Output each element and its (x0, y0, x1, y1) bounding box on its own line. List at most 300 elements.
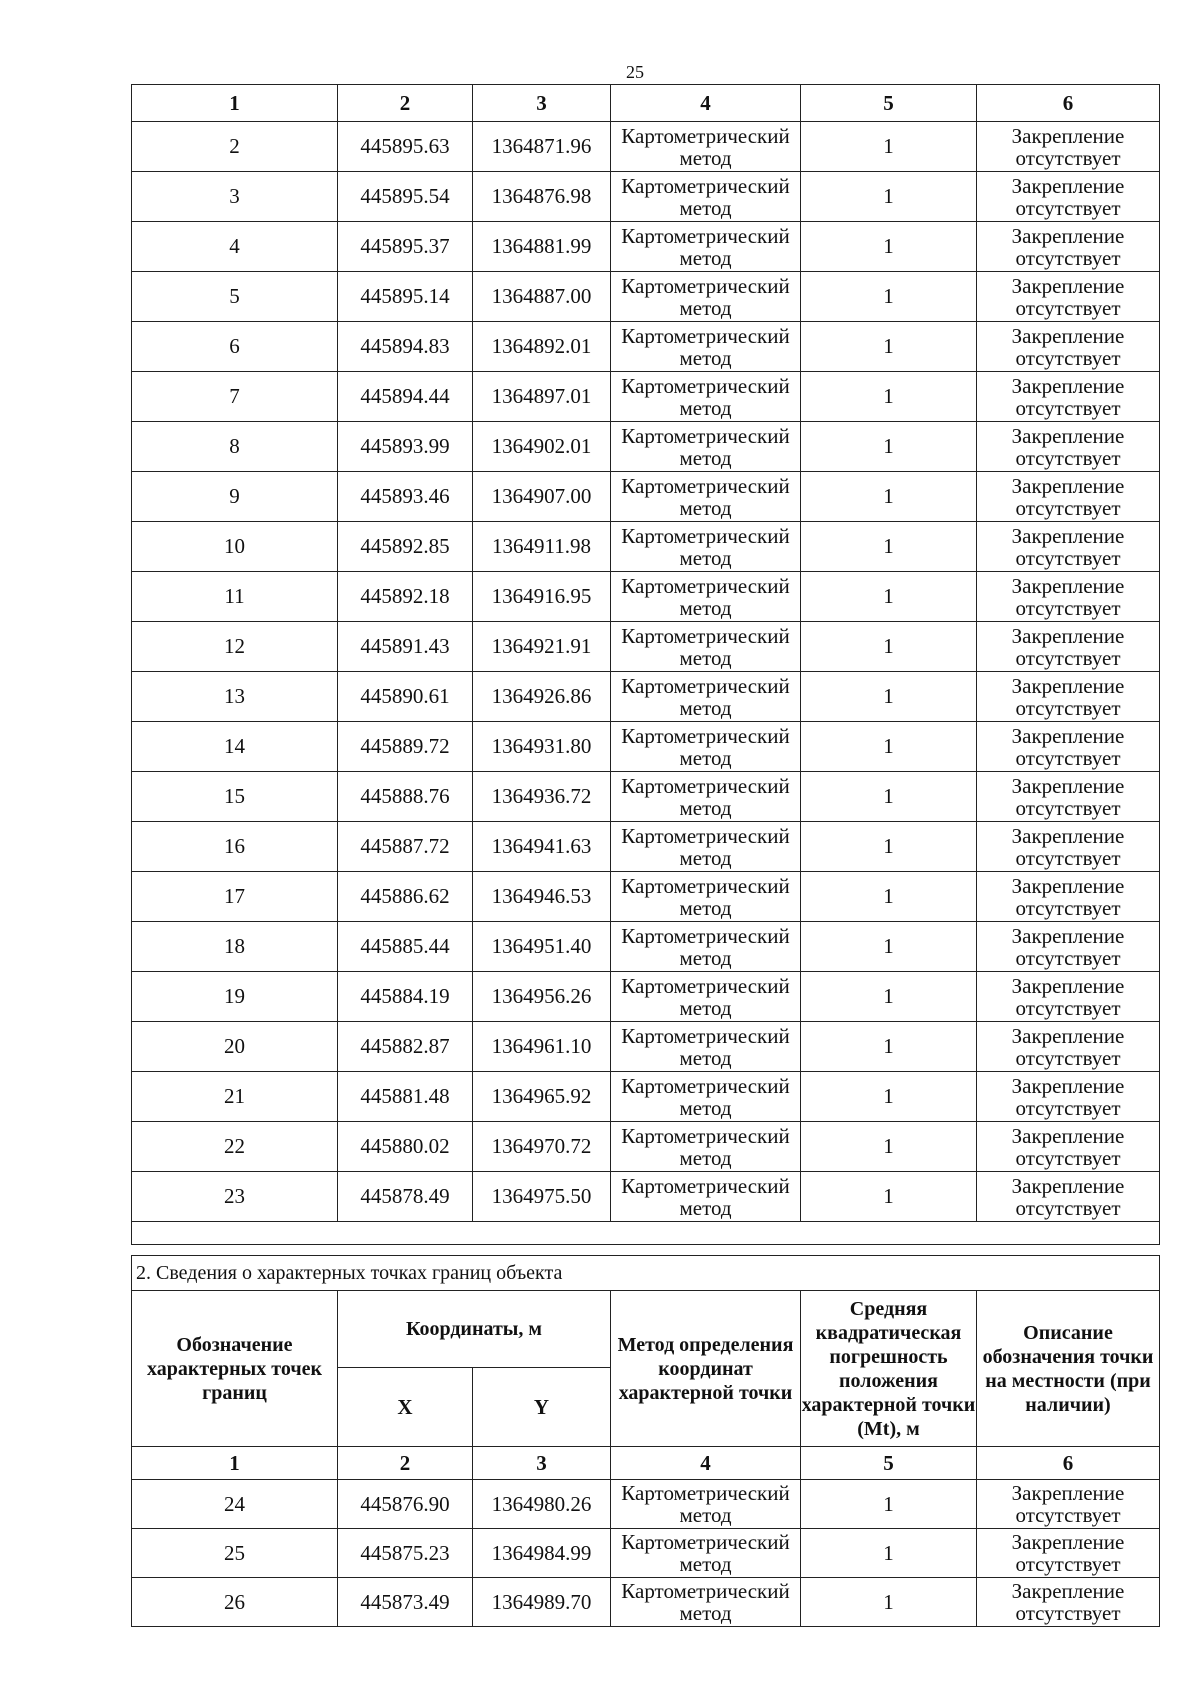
coordinate-y: 1364970.72 (473, 1122, 611, 1172)
error-value: 1 (801, 622, 977, 672)
error-value: 1 (801, 272, 977, 322)
coordinate-x: 445876.90 (338, 1480, 473, 1529)
coordinates-table-continued (131, 84, 1160, 1245)
method-cell-line2: метод (679, 795, 732, 820)
coordinate-x: 445890.61 (338, 672, 473, 722)
column-number: 2 (338, 1447, 473, 1480)
fixation-cell-line1: Закрепление (1011, 123, 1125, 148)
method-cell (611, 122, 801, 172)
column-number-row (132, 85, 1160, 122)
method-cell-line1: Картометрический (621, 1579, 790, 1603)
method-cell (611, 422, 801, 472)
fixation-cell-line1: Закрепление (1011, 1123, 1125, 1148)
point-number: 7 (132, 372, 338, 422)
method-cell (611, 922, 801, 972)
error-value: 1 (801, 222, 977, 272)
fixation-cell-line2: отсутствует (1015, 1195, 1121, 1220)
fixation-cell-line2: отсутствует (1015, 745, 1121, 770)
method-cell-line2: метод (679, 295, 732, 320)
fixation-cell (977, 772, 1160, 822)
table-row (132, 1480, 1160, 1529)
fixation-cell-line2: отсутствует (1015, 195, 1121, 220)
method-cell-line1: Картометрический (621, 873, 790, 898)
coordinate-x: 445894.44 (338, 372, 473, 422)
error-value: 1 (801, 872, 977, 922)
method-cell-line2: метод (679, 1601, 732, 1625)
column-number: 1 (132, 1447, 338, 1480)
error-value: 1 (801, 1172, 977, 1222)
point-number: 23 (132, 1172, 338, 1222)
error-value: 1 (801, 572, 977, 622)
coordinate-y: 1364961.10 (473, 1022, 611, 1072)
point-number: 13 (132, 672, 338, 722)
coordinate-y: 1364876.98 (473, 172, 611, 222)
table-row (132, 872, 1160, 922)
fixation-cell-line1: Закрепление (1011, 1073, 1125, 1098)
method-cell-line2: метод (679, 745, 732, 770)
fixation-cell-line1: Закрепление (1011, 1481, 1125, 1505)
fixation-cell (977, 422, 1160, 472)
fixation-cell-line2: отсутствует (1015, 995, 1121, 1020)
method-cell-line1: Картометрический (621, 473, 790, 498)
table-row (132, 172, 1160, 222)
fixation-cell (977, 922, 1160, 972)
error-value: 1 (801, 422, 977, 472)
error-value: 1 (801, 1480, 977, 1529)
coordinate-x: 445873.49 (338, 1578, 473, 1627)
point-number: 8 (132, 422, 338, 472)
error-value: 1 (801, 672, 977, 722)
method-cell (611, 722, 801, 772)
table-row (132, 572, 1160, 622)
method-cell (611, 372, 801, 422)
fixation-cell-line1: Закрепление (1011, 973, 1125, 998)
error-value: 1 (801, 1578, 977, 1627)
coordinate-x: 445895.37 (338, 222, 473, 272)
fixation-cell-line1: Закрепление (1011, 573, 1125, 598)
coordinate-y: 1364921.91 (473, 622, 611, 672)
table-row (132, 522, 1160, 572)
method-cell (611, 972, 801, 1022)
table-header-row (132, 1291, 1160, 1368)
table-row (132, 622, 1160, 672)
fixation-cell-line2: отсутствует (1015, 445, 1121, 470)
point-number: 14 (132, 722, 338, 772)
coordinate-y: 1364936.72 (473, 772, 611, 822)
coordinate-x: 445882.87 (338, 1022, 473, 1072)
method-cell-line1: Картометрический (621, 973, 790, 998)
fixation-cell-line1: Закрепление (1011, 773, 1125, 798)
coordinate-x: 445875.23 (338, 1529, 473, 1578)
table-row (132, 972, 1160, 1022)
table-row (132, 1172, 1160, 1222)
column-number: 2 (338, 85, 473, 122)
coordinate-x: 445885.44 (338, 922, 473, 972)
fixation-cell (977, 172, 1160, 222)
method-cell-line2: метод (679, 695, 732, 720)
method-cell (611, 472, 801, 522)
method-cell-line1: Картометрический (621, 723, 790, 748)
coordinate-x: 445888.76 (338, 772, 473, 822)
characteristic-points-table (131, 1255, 1160, 1627)
fixation-cell-line1: Закрепление (1011, 373, 1125, 398)
method-cell-line2: метод (679, 845, 732, 870)
method-cell (611, 622, 801, 672)
coordinate-x: 445895.54 (338, 172, 473, 222)
method-cell-line2: метод (679, 345, 732, 370)
fixation-cell-line2: отсутствует (1015, 645, 1121, 670)
fixation-cell-line2: отсутствует (1015, 1552, 1121, 1576)
fixation-cell-line2: отсутствует (1015, 1045, 1121, 1070)
method-cell (611, 172, 801, 222)
coordinate-x: 445878.49 (338, 1172, 473, 1222)
method-cell (611, 822, 801, 872)
method-cell (611, 572, 801, 622)
fixation-cell-line2: отсутствует (1015, 1503, 1121, 1527)
section-title-row (132, 1256, 1160, 1291)
point-number: 5 (132, 272, 338, 322)
error-value: 1 (801, 322, 977, 372)
error-value: 1 (801, 472, 977, 522)
method-cell-line2: метод (679, 545, 732, 570)
method-cell-line1: Картометрический (621, 1173, 790, 1198)
coordinate-y: 1364965.92 (473, 1072, 611, 1122)
table-row (132, 272, 1160, 322)
coordinate-y: 1364956.26 (473, 972, 611, 1022)
error-value: 1 (801, 172, 977, 222)
error-value: 1 (801, 1529, 977, 1578)
section-title: 2. Сведения о характерных точках границ объекта (132, 1256, 1160, 1291)
point-number: 16 (132, 822, 338, 872)
column-number-row (132, 1447, 1160, 1480)
method-cell-line2: метод (679, 445, 732, 470)
fixation-cell (977, 1022, 1160, 1072)
method-cell-line1: Картометрический (621, 673, 790, 698)
fixation-cell (977, 1122, 1160, 1172)
table-row (132, 122, 1160, 172)
coordinate-y: 1364871.96 (473, 122, 611, 172)
fixation-cell-line1: Закрепление (1011, 173, 1125, 198)
empty-cell (132, 1222, 1160, 1245)
method-cell-line1: Картометрический (621, 523, 790, 548)
fixation-cell (977, 622, 1160, 672)
method-cell (611, 1022, 801, 1072)
error-value: 1 (801, 1022, 977, 1072)
fixation-cell-line1: Закрепление (1011, 523, 1125, 548)
table-row (132, 1578, 1160, 1627)
point-number: 3 (132, 172, 338, 222)
method-cell-line1: Картометрический (621, 373, 790, 398)
method-cell-line2: метод (679, 945, 732, 970)
coordinate-y: 1364941.63 (473, 822, 611, 872)
table-row (132, 822, 1160, 872)
point-number: 10 (132, 522, 338, 572)
page-number: 25 (626, 62, 644, 82)
header-y: Y (473, 1368, 611, 1447)
error-value: 1 (801, 972, 977, 1022)
method-cell (611, 772, 801, 822)
fixation-cell-line2: отсутствует (1015, 695, 1121, 720)
error-value: 1 (801, 372, 977, 422)
table-row (132, 722, 1160, 772)
coordinate-y: 1364897.01 (473, 372, 611, 422)
coordinate-y: 1364951.40 (473, 922, 611, 972)
coordinate-y: 1364902.01 (473, 422, 611, 472)
coordinate-x: 445895.14 (338, 272, 473, 322)
fixation-cell-line2: отсутствует (1015, 345, 1121, 370)
point-number: 24 (132, 1480, 338, 1529)
point-number: 17 (132, 872, 338, 922)
method-cell-line1: Картометрический (621, 1481, 790, 1505)
fixation-cell (977, 122, 1160, 172)
coordinate-x: 445884.19 (338, 972, 473, 1022)
method-cell (611, 672, 801, 722)
method-cell-line1: Картометрический (621, 823, 790, 848)
table-row (132, 422, 1160, 472)
method-cell (611, 272, 801, 322)
point-number: 20 (132, 1022, 338, 1072)
method-cell-line2: метод (679, 1045, 732, 1070)
fixation-cell-line1: Закрепление (1011, 473, 1125, 498)
method-cell-line1: Картометрический (621, 323, 790, 348)
coordinate-x: 445893.99 (338, 422, 473, 472)
table-row (132, 1022, 1160, 1072)
coordinate-y: 1364892.01 (473, 322, 611, 372)
coordinate-x: 445887.72 (338, 822, 473, 872)
point-number: 4 (132, 222, 338, 272)
method-cell-line2: метод (679, 1503, 732, 1527)
fixation-cell (977, 872, 1160, 922)
method-cell (611, 322, 801, 372)
point-number: 11 (132, 572, 338, 622)
error-value: 1 (801, 722, 977, 772)
coordinate-x: 445893.46 (338, 472, 473, 522)
coordinate-x: 445892.18 (338, 572, 473, 622)
point-number: 19 (132, 972, 338, 1022)
method-cell-line1: Картометрический (621, 773, 790, 798)
column-number: 1 (132, 85, 338, 122)
fixation-cell (977, 1529, 1160, 1578)
method-cell-line1: Картометрический (621, 1123, 790, 1148)
fixation-cell-line1: Закрепление (1011, 623, 1125, 648)
fixation-cell (977, 272, 1160, 322)
fixation-cell (977, 722, 1160, 772)
fixation-cell-line1: Закрепление (1011, 1530, 1125, 1554)
method-cell-line2: метод (679, 195, 732, 220)
fixation-cell (977, 972, 1160, 1022)
coordinate-x: 445892.85 (338, 522, 473, 572)
fixation-cell-line1: Закрепление (1011, 723, 1125, 748)
header-x: X (338, 1368, 473, 1447)
method-cell-line1: Картометрический (621, 623, 790, 648)
error-value: 1 (801, 1072, 977, 1122)
method-cell-line2: метод (679, 995, 732, 1020)
fixation-cell-line2: отсутствует (1015, 395, 1121, 420)
fixation-cell (977, 572, 1160, 622)
coordinate-x: 445880.02 (338, 1122, 473, 1172)
method-cell (611, 1072, 801, 1122)
point-number: 12 (132, 622, 338, 672)
column-number: 6 (977, 85, 1160, 122)
method-cell-line2: метод (679, 1195, 732, 1220)
fixation-cell-line2: отсутствует (1015, 1145, 1121, 1170)
fixation-cell-line2: отсутствует (1015, 245, 1121, 270)
point-number: 2 (132, 122, 338, 172)
method-cell (611, 522, 801, 572)
fixation-cell (977, 522, 1160, 572)
fixation-cell-line1: Закрепление (1011, 1579, 1125, 1603)
point-number: 25 (132, 1529, 338, 1578)
table-row (132, 1072, 1160, 1122)
fixation-cell (977, 1172, 1160, 1222)
error-value: 1 (801, 822, 977, 872)
point-number: 18 (132, 922, 338, 972)
method-cell-line2: метод (679, 895, 732, 920)
fixation-cell (977, 472, 1160, 522)
table-row (132, 772, 1160, 822)
fixation-cell-line2: отсутствует (1015, 545, 1121, 570)
method-cell-line2: метод (679, 1145, 732, 1170)
column-number: 5 (801, 85, 977, 122)
method-cell-line2: метод (679, 1095, 732, 1120)
fixation-cell-line1: Закрепление (1011, 323, 1125, 348)
error-value: 1 (801, 772, 977, 822)
fixation-cell-line2: отсутствует (1015, 595, 1121, 620)
method-cell-line1: Картометрический (621, 1073, 790, 1098)
header-error: Средняя квадратическая погрешность положения характерной точки (Mt), м (801, 1291, 977, 1447)
coordinate-y: 1364887.00 (473, 272, 611, 322)
method-cell (611, 1172, 801, 1222)
fixation-cell-line2: отсутствует (1015, 1601, 1121, 1625)
error-value: 1 (801, 922, 977, 972)
coordinate-y: 1364907.00 (473, 472, 611, 522)
method-cell-line2: метод (679, 245, 732, 270)
coordinate-x: 445894.83 (338, 322, 473, 372)
coordinate-y: 1364984.99 (473, 1529, 611, 1578)
method-cell-line1: Картометрический (621, 1530, 790, 1554)
coordinate-y: 1364980.26 (473, 1480, 611, 1529)
coordinate-y: 1364916.95 (473, 572, 611, 622)
coordinate-y: 1364926.86 (473, 672, 611, 722)
fixation-cell-line2: отсутствует (1015, 845, 1121, 870)
point-number: 9 (132, 472, 338, 522)
method-cell-line2: метод (679, 145, 732, 170)
method-cell-line1: Картометрический (621, 273, 790, 298)
method-cell-line2: метод (679, 645, 732, 670)
fixation-cell-line1: Закрепление (1011, 1023, 1125, 1048)
fixation-cell-line2: отсутствует (1015, 895, 1121, 920)
fixation-cell-line2: отсутствует (1015, 1095, 1121, 1120)
fixation-cell (977, 1072, 1160, 1122)
method-cell-line2: метод (679, 495, 732, 520)
method-cell-line1: Картометрический (621, 173, 790, 198)
header-coordinates: Координаты, м (338, 1291, 611, 1368)
method-cell-line1: Картометрический (621, 423, 790, 448)
table-row (132, 222, 1160, 272)
method-cell-line2: метод (679, 595, 732, 620)
table-row (132, 322, 1160, 372)
point-number: 22 (132, 1122, 338, 1172)
fixation-cell-line1: Закрепление (1011, 423, 1125, 448)
column-number: 4 (611, 85, 801, 122)
method-cell-line2: метод (679, 395, 732, 420)
fixation-cell-line2: отсутствует (1015, 795, 1121, 820)
coordinate-x: 445881.48 (338, 1072, 473, 1122)
coordinate-y: 1364989.70 (473, 1578, 611, 1627)
fixation-cell-line2: отсутствует (1015, 945, 1121, 970)
method-cell-line1: Картометрический (621, 573, 790, 598)
point-number: 15 (132, 772, 338, 822)
error-value: 1 (801, 122, 977, 172)
table-row (132, 922, 1160, 972)
fixation-cell-line1: Закрепление (1011, 1173, 1125, 1198)
fixation-cell (977, 322, 1160, 372)
point-number: 21 (132, 1072, 338, 1122)
table-row (132, 472, 1160, 522)
fixation-cell-line2: отсутствует (1015, 295, 1121, 320)
fixation-cell (977, 1578, 1160, 1627)
method-cell-line1: Картометрический (621, 1023, 790, 1048)
error-value: 1 (801, 522, 977, 572)
method-cell (611, 222, 801, 272)
coordinate-x: 445895.63 (338, 122, 473, 172)
table-row (132, 372, 1160, 422)
fixation-cell-line1: Закрепление (1011, 673, 1125, 698)
table-row (132, 1529, 1160, 1578)
coordinate-x: 445889.72 (338, 722, 473, 772)
method-cell (611, 1122, 801, 1172)
header-method: Метод определения координат характерной точки (611, 1291, 801, 1447)
column-number: 3 (473, 85, 611, 122)
fixation-cell-line1: Закрепление (1011, 223, 1125, 248)
fixation-cell (977, 372, 1160, 422)
column-number: 3 (473, 1447, 611, 1480)
method-cell (611, 1480, 801, 1529)
header-description: Описание обозначения точки на местности (при наличии) (977, 1291, 1160, 1447)
coordinate-x: 445891.43 (338, 622, 473, 672)
table-row (132, 1122, 1160, 1172)
coordinate-y: 1364946.53 (473, 872, 611, 922)
method-cell-line1: Картометрический (621, 223, 790, 248)
method-cell (611, 872, 801, 922)
point-number: 26 (132, 1578, 338, 1627)
fixation-cell-line2: отсутствует (1015, 495, 1121, 520)
fixation-cell (977, 222, 1160, 272)
error-value: 1 (801, 1122, 977, 1172)
fixation-cell-line1: Закрепление (1011, 873, 1125, 898)
fixation-cell-line2: отсутствует (1015, 145, 1121, 170)
column-number: 6 (977, 1447, 1160, 1480)
empty-row (132, 1222, 1160, 1245)
coordinate-y: 1364911.98 (473, 522, 611, 572)
fixation-cell-line1: Закрепление (1011, 823, 1125, 848)
coordinate-x: 445886.62 (338, 872, 473, 922)
point-number: 6 (132, 322, 338, 372)
method-cell (611, 1578, 801, 1627)
coordinate-y: 1364931.80 (473, 722, 611, 772)
fixation-cell (977, 1480, 1160, 1529)
table-row (132, 672, 1160, 722)
column-number: 4 (611, 1447, 801, 1480)
method-cell (611, 1529, 801, 1578)
coordinate-y: 1364975.50 (473, 1172, 611, 1222)
fixation-cell (977, 822, 1160, 872)
column-number: 5 (801, 1447, 977, 1480)
coordinate-y: 1364881.99 (473, 222, 611, 272)
fixation-cell (977, 672, 1160, 722)
fixation-cell-line1: Закрепление (1011, 273, 1125, 298)
fixation-cell-line1: Закрепление (1011, 923, 1125, 948)
